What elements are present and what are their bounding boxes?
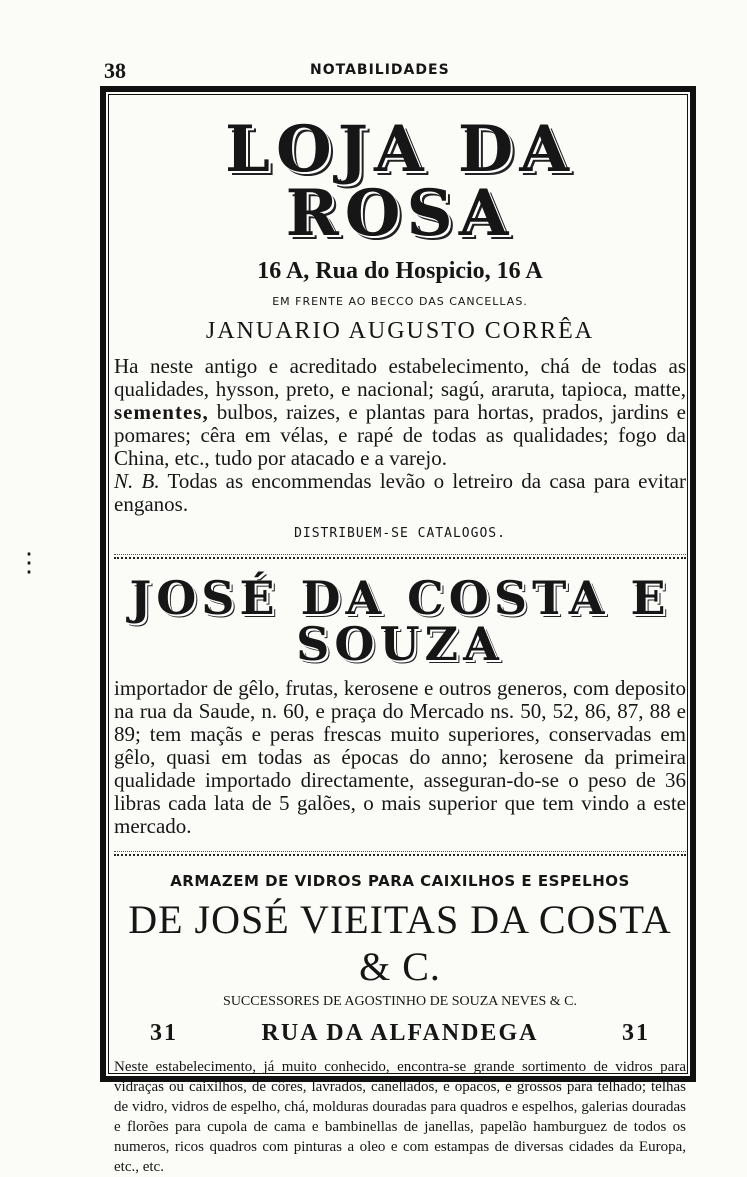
- ad2-description: importador de gêlo, frutas, kerosene e outros generos, com deposito na rua da Saude, n. 60, e praça do Mercado ns. 50, 52, 86, 87, 88 e 89; tem maçãs e peras frescas muito superiores, conservadas em gêlo, quasi em todas as épocas do anno; kerosene da primeira qualidade importado directamente, asseguran-do-se o peso de 36 libras cada lata de 5 galões, o mais superior que tem vindo a este mercado.: [114, 676, 686, 838]
- ad3-address: [114, 1020, 686, 1047]
- left-margin-mark: ⋮: [16, 548, 42, 577]
- running-title: NOTABILIDADES: [310, 62, 450, 78]
- ad1-description-part1: Ha neste antigo e acreditado estabelecimento, chá de todas as qualidades, hysson, preto, e nacional; sagú, araruta, tapioca, matte,: [114, 354, 686, 401]
- ad1-note-prefix: N. B.: [114, 469, 160, 493]
- ad1-owner: JANUARIO AUGUSTO CORRÊA: [205, 318, 595, 344]
- ad1-note-text: Todas as encommendas levão o letreiro da casa para evitar enganos.: [114, 469, 686, 516]
- ad1-catalog-note: DISTRIBUEM-SE CATALOGOS.: [294, 526, 506, 541]
- section-divider-2: [114, 850, 686, 860]
- section-divider-1: [114, 553, 686, 563]
- ad3-header: ARMAZEM DE VIDROS PARA CAIXILHOS E ESPELHOS: [170, 872, 630, 890]
- ad2-title: JOSÉ DA COSTA E SOUZA: [129, 571, 671, 671]
- ad3-name: DE JOSÉ VIEITAS DA COSTA & C.: [128, 897, 672, 989]
- ad3-description: Neste estabelecimento, já muito conhecido, encontra-se grande sortimento de vidros para vidraças ou caixilhos, de côres, lavrados, canellados, e opacos, e grossos para telhado; telhas de vidro, vidros de espelho, chá, molduras douradas para quadros e espelhos, galerias douradas e florões para cupola de cama e bambinellas de janellas, papelão hamburguez de todos os numeros, ricos quadros com pinturas a oleo e com estampas de diversas cidades da Europa, etc., etc.: [114, 1059, 686, 1175]
- ad1-description-bold: sementes,: [114, 400, 209, 424]
- ad3-address-number-right: 31: [621, 1020, 650, 1046]
- ad1-description-part2: bulbos, raizes, e plantas para hortas, prados, jardins e pomares; cêra em vélas, e rapé de todas as qualidades; fogo da China, etc., tudo por atacado e a varejo.: [114, 400, 686, 470]
- ad3-successors: SUCCESSORES DE AGOSTINHO DE SOUZA NEVES & C.: [223, 994, 577, 1009]
- page-number: 38: [104, 58, 126, 83]
- ad1-location-note: EM FRENTE AO BECCO DAS CANCELLAS.: [272, 295, 528, 308]
- ad3-address-street: RUA DA ALFANDEGA: [261, 1020, 539, 1046]
- ad3-address-number-left: 31: [150, 1020, 178, 1046]
- ad1-title: LOJA DA ROSA: [224, 112, 576, 251]
- ad1-note: [114, 470, 686, 516]
- ad1-address: 16 A, Rua do Hospicio, 16 A: [257, 258, 543, 284]
- page-content: [114, 104, 686, 1177]
- ad1-description: [114, 355, 686, 470]
